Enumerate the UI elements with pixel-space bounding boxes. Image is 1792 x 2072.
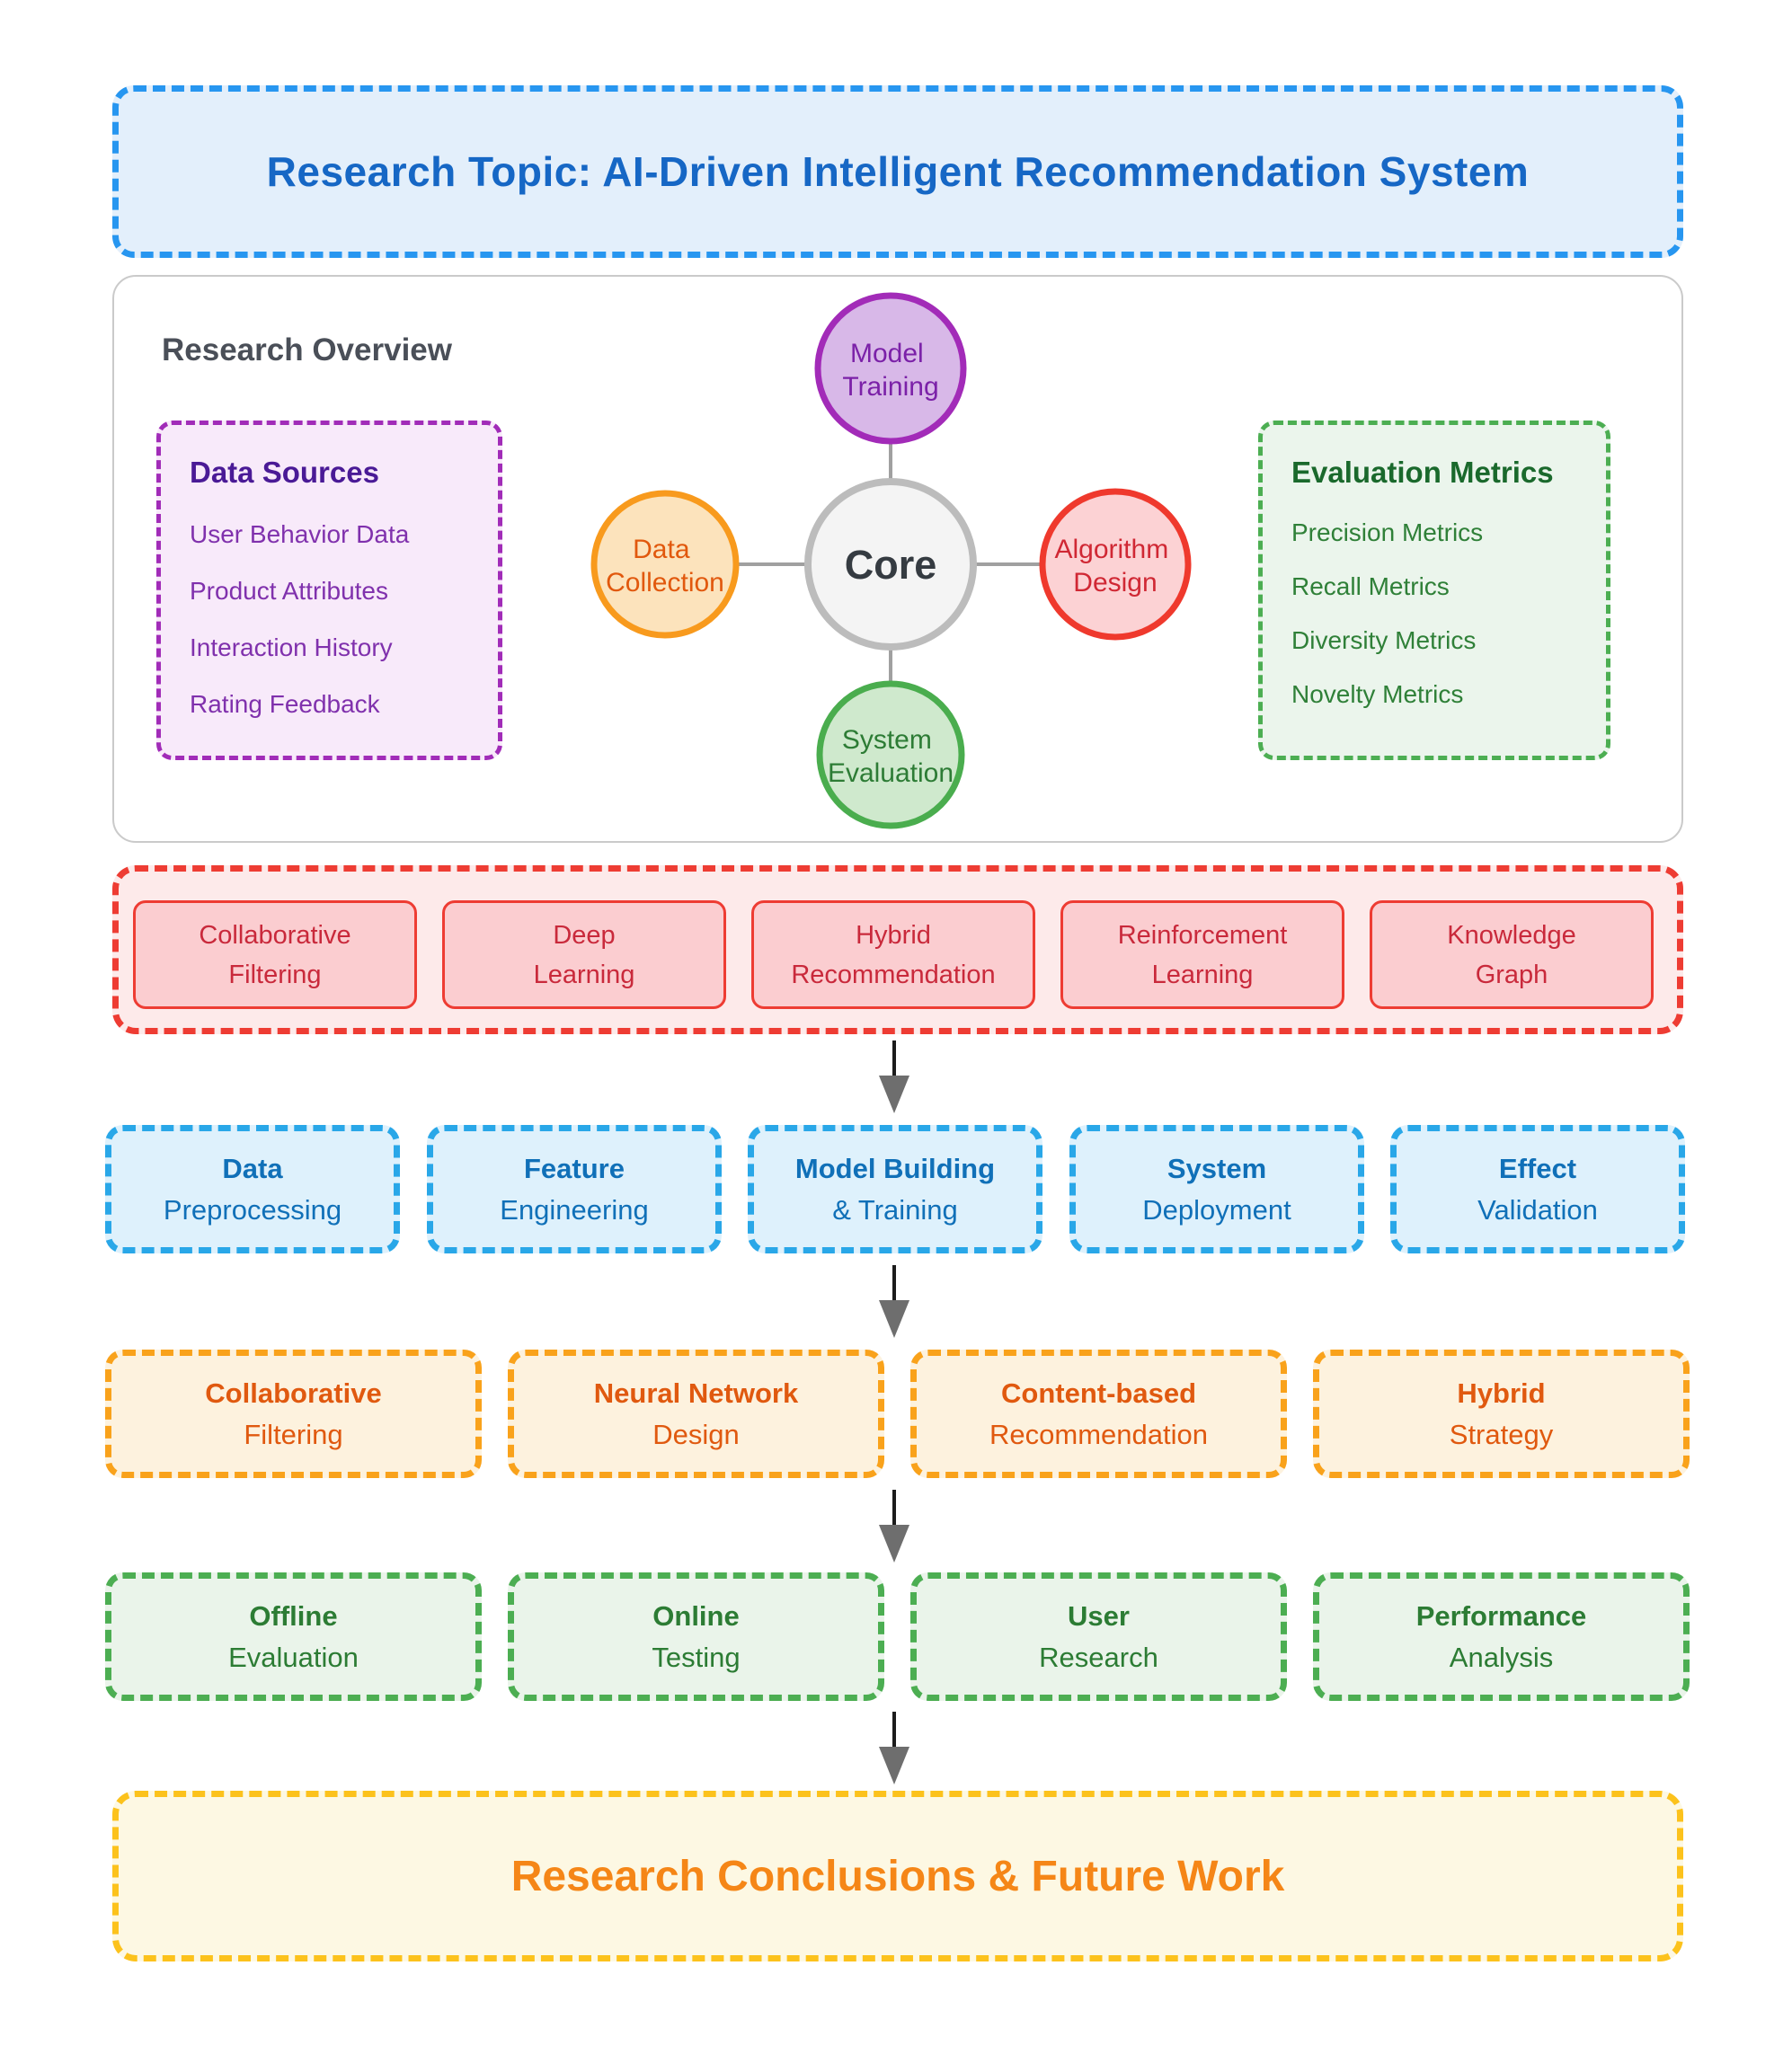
design-line2: Recommendation xyxy=(989,1418,1208,1450)
data-source-item: Product Attributes xyxy=(190,576,389,605)
evaluation-metric-item: Novelty Metrics xyxy=(1291,680,1464,708)
arrow-head-icon xyxy=(879,1525,909,1563)
step-line2: Preprocessing xyxy=(163,1193,342,1226)
design-collaborative-filtering xyxy=(105,1350,482,1478)
arrow-head-icon xyxy=(879,1747,909,1784)
research-topic-title: Research Topic: AI-Driven Intelligent Recommendation System xyxy=(266,148,1530,195)
step-line1: Effect xyxy=(1498,1152,1577,1184)
data-sources-box xyxy=(156,421,502,760)
flow-arrow-down xyxy=(876,1040,912,1113)
evaluation-metrics-title: Evaluation Metrics xyxy=(1291,456,1554,489)
eval-line1: Online xyxy=(652,1599,740,1632)
flow-arrow-down xyxy=(876,1712,912,1784)
design-line2: Filtering xyxy=(244,1418,343,1450)
arrow-head-icon xyxy=(879,1300,909,1338)
design-neural-network xyxy=(508,1350,884,1478)
step-line1: System xyxy=(1167,1152,1267,1184)
flow-arrow-down xyxy=(876,1490,912,1563)
design-line2: Strategy xyxy=(1449,1418,1554,1450)
data-collection-node xyxy=(594,493,736,635)
arrow-line xyxy=(892,1040,896,1076)
step-feature-engineering xyxy=(427,1125,722,1253)
method-line1: Reinforcement xyxy=(1117,920,1288,950)
algorithm-method-box-reinforcement-learning xyxy=(1060,900,1344,1009)
step-data-preprocessing xyxy=(105,1125,400,1253)
conclusion-title: Research Conclusions & Future Work xyxy=(510,1852,1285,1900)
step-line1: Feature xyxy=(524,1152,625,1184)
core-relationship-diagram xyxy=(539,270,1258,854)
evaluation-metrics-list xyxy=(1291,506,1592,722)
arrow-line xyxy=(892,1490,896,1525)
method-line2: Recommendation xyxy=(791,960,996,989)
method-line2: Learning xyxy=(1151,960,1254,989)
eval-line1: Offline xyxy=(249,1599,338,1632)
data-source-item: User Behavior Data xyxy=(190,519,410,548)
data-source-item: Rating Feedback xyxy=(190,689,380,718)
evaluation-metric-item: Precision Metrics xyxy=(1291,518,1484,546)
eval-line2: Research xyxy=(1039,1641,1158,1673)
step-system-deployment xyxy=(1069,1125,1364,1253)
eval-line1: Performance xyxy=(1415,1599,1587,1632)
algorithm-methods-container xyxy=(112,865,1683,1034)
method-line1: Knowledge xyxy=(1447,920,1576,950)
method-line2: Learning xyxy=(533,960,635,989)
algorithm-method-box-collaborative-filtering xyxy=(133,900,417,1009)
step-line2: & Training xyxy=(832,1193,958,1226)
step-line2: Validation xyxy=(1477,1193,1598,1226)
research-topic-banner xyxy=(112,85,1683,258)
conclusion-banner xyxy=(112,1791,1683,1961)
flow-arrow-down xyxy=(876,1265,912,1338)
algorithm-method-box-hybrid-recommendation xyxy=(751,900,1035,1009)
step-effect-validation xyxy=(1390,1125,1685,1253)
eval-line2: Testing xyxy=(652,1641,741,1673)
system-evaluation-label: System Evaluation xyxy=(827,725,954,788)
algorithm-design-label: Algorithm Design xyxy=(1054,535,1169,598)
method-line2: Filtering xyxy=(228,960,322,989)
step-line1: Model Building xyxy=(794,1152,996,1184)
method-line1: Collaborative xyxy=(199,920,351,950)
model-training-node xyxy=(818,296,963,441)
step-line2: Engineering xyxy=(500,1193,649,1226)
algorithm-method-box-deep-learning xyxy=(442,900,726,1009)
design-line1: Content-based xyxy=(1001,1377,1196,1409)
algorithm-method-box-knowledge-graph xyxy=(1370,900,1654,1009)
method-line2: Graph xyxy=(1475,960,1548,989)
evaluation-metrics-box xyxy=(1258,421,1610,760)
arrow-line xyxy=(892,1712,896,1747)
design-line2: Design xyxy=(652,1418,740,1450)
system-evaluation-node xyxy=(820,684,962,826)
eval-performance-analysis xyxy=(1313,1572,1690,1701)
arrow-line xyxy=(892,1265,896,1300)
data-sources-title: Data Sources xyxy=(190,456,379,489)
step-line1: Data xyxy=(222,1152,283,1184)
eval-line1: User xyxy=(1068,1599,1130,1632)
design-content-based-recommendation xyxy=(910,1350,1287,1478)
method-line1: Hybrid xyxy=(856,920,931,950)
eval-line2: Evaluation xyxy=(228,1641,359,1673)
eval-line2: Analysis xyxy=(1449,1641,1554,1673)
step-model-building-training xyxy=(748,1125,1042,1253)
data-source-item: Interaction History xyxy=(190,633,393,661)
design-line1: Neural Network xyxy=(593,1377,799,1409)
evaluation-metric-item: Recall Metrics xyxy=(1291,572,1450,600)
eval-offline-evaluation xyxy=(105,1572,482,1701)
core-label: Core xyxy=(844,542,937,588)
eval-online-testing xyxy=(508,1572,884,1701)
design-hybrid-strategy xyxy=(1313,1350,1690,1478)
arrow-head-icon xyxy=(879,1076,909,1113)
step-line2: Deployment xyxy=(1142,1193,1291,1226)
eval-user-research xyxy=(910,1572,1287,1701)
evaluation-metric-item: Diversity Metrics xyxy=(1291,626,1477,654)
design-line1: Collaborative xyxy=(205,1377,382,1409)
data-sources-list xyxy=(190,506,483,732)
data-collection-label: Data Collection xyxy=(606,535,724,598)
method-line1: Deep xyxy=(553,920,616,950)
research-overview-heading: Research Overview xyxy=(162,332,452,367)
model-training-label: Model Training xyxy=(842,339,939,402)
design-line1: Hybrid xyxy=(1457,1377,1546,1409)
algorithm-design-node xyxy=(1042,491,1188,637)
